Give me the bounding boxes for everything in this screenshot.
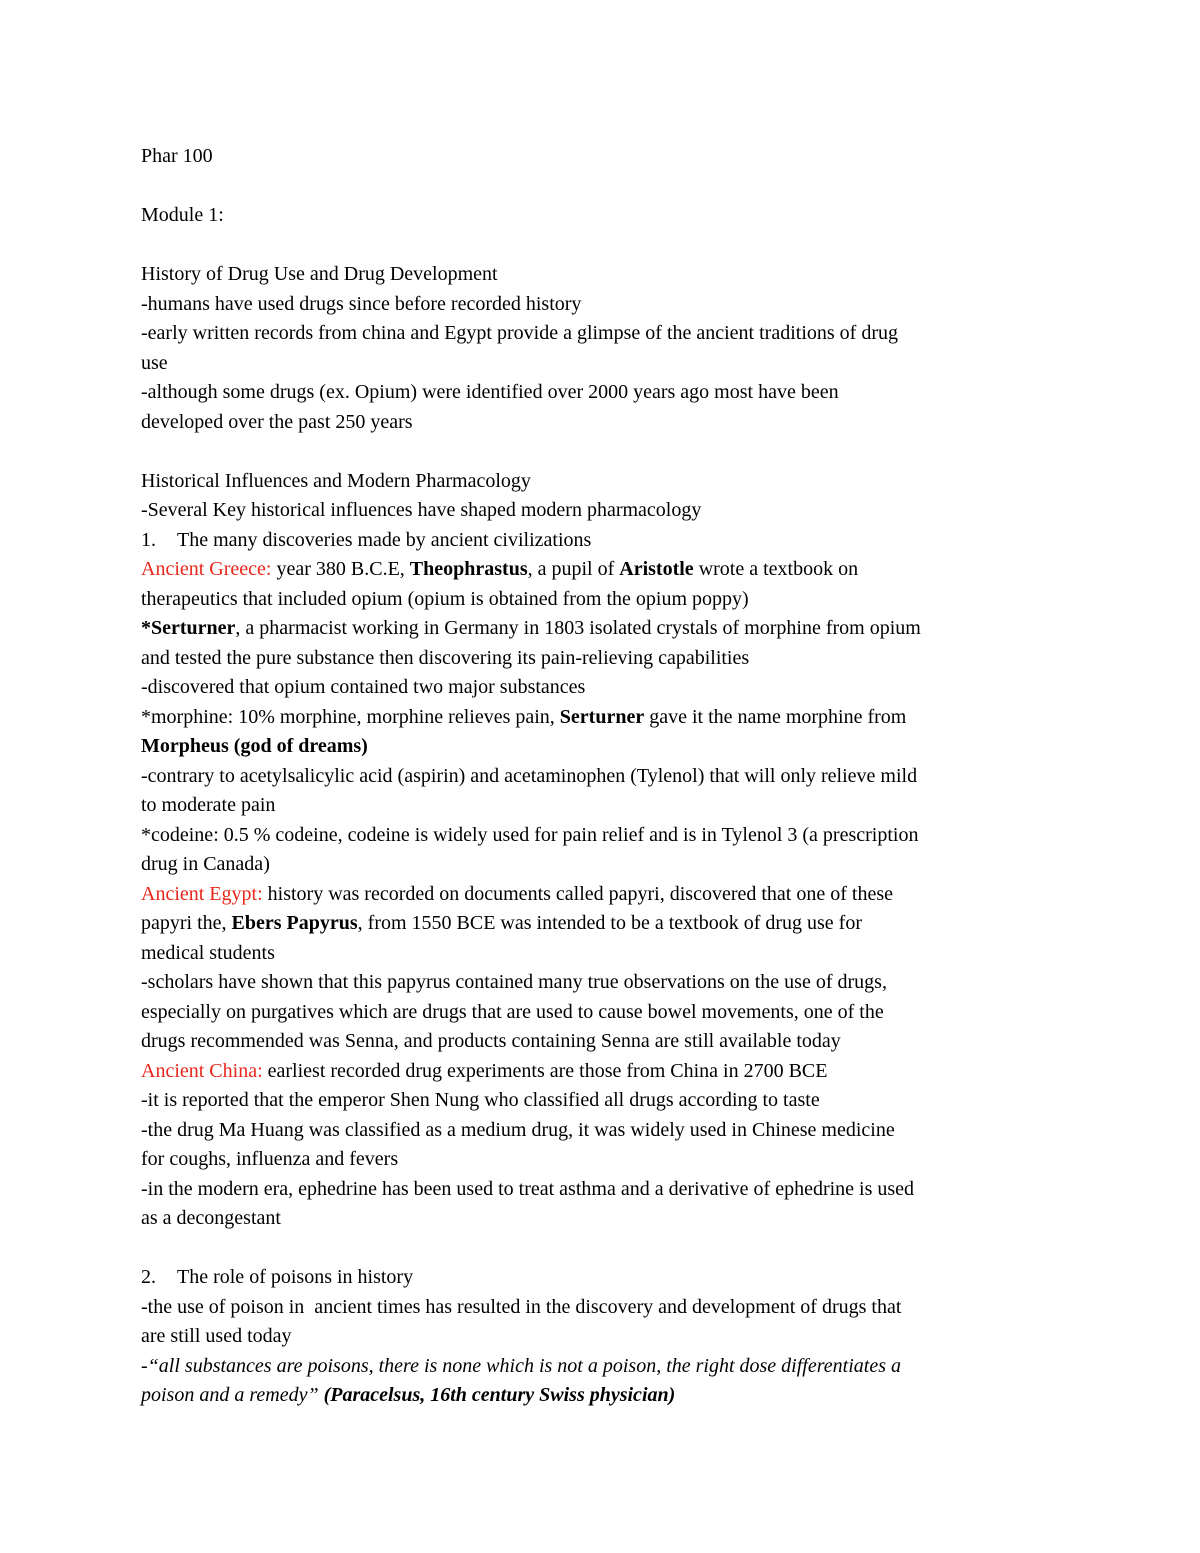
- ancient-china-label: Ancient China:: [141, 1059, 263, 1082]
- ebers-line: [141, 909, 1071, 939]
- text-run: *morphine: 10% morphine, morphine relieves pain,: [141, 705, 560, 728]
- paragraph-line: are still used today: [141, 1325, 292, 1347]
- spacer: [141, 1234, 1071, 1264]
- spacer: [141, 231, 1071, 261]
- text-run: papyri the,: [141, 912, 232, 934]
- text-run: , a pharmacist working in Germany in 1803 isolated crystals of morphine from opium: [235, 617, 921, 639]
- bold-aristotle: Aristotle: [619, 558, 694, 580]
- numbered-item-1: [141, 526, 1071, 556]
- text-run: earliest recorded drug experiments are those from China in 2700 BCE: [262, 1059, 828, 1082]
- ancient-greece-label: Ancient Greece:: [141, 558, 272, 580]
- spacer: [141, 172, 1071, 202]
- greece-line-1: [141, 555, 1071, 585]
- document-page: [141, 142, 1071, 1411]
- paragraph-line: as a decongestant: [141, 1207, 281, 1229]
- text-run: wrote a textbook on: [693, 558, 859, 580]
- text-run: , a pupil of: [527, 558, 620, 580]
- bold-serturner: Serturner: [559, 705, 645, 728]
- paragraph-line: developed over the past 250 years: [141, 410, 413, 433]
- numbered-item-2: [141, 1263, 1071, 1293]
- paragraph-line: especially on purgatives which are drugs that are used to cause bowel movements, one of the: [141, 1000, 884, 1023]
- quote-citation: (Paracelsus, 16th century Swiss physician): [323, 1384, 676, 1406]
- item-text: The many discoveries made by ancient civilizations: [177, 528, 592, 551]
- paragraph-line: -Several Key historical influences have shaped modern pharmacology: [141, 499, 702, 521]
- paragraph-line: -contrary to acetylsalicylic acid (aspirin) and acetaminophen (Tylenol) that will only relieve mild: [141, 764, 918, 787]
- quote-line-2: [141, 1381, 1071, 1411]
- item-number: 2.: [141, 1266, 156, 1288]
- paragraph-line: drug in Canada): [141, 853, 270, 875]
- section-heading-influences: Historical Influences and Modern Pharmacology: [141, 469, 531, 492]
- item-number: 1.: [141, 528, 156, 551]
- paragraph-line: use: [141, 351, 168, 374]
- ancient-egypt-label: Ancient Egypt:: [141, 882, 263, 905]
- serturner-line: [141, 614, 1071, 644]
- paragraph-line: -scholars have shown that this papyrus contained many true observations on the use of drugs,: [141, 971, 887, 993]
- paragraph-line: *codeine: 0.5 % codeine, codeine is widely used for pain relief and is in Tylenol 3 (a prescription: [141, 823, 919, 846]
- text-run: , from 1550 BCE was intended to be a textbook of drug use for: [357, 912, 863, 934]
- text-run: year 380 B.C.E,: [271, 558, 410, 580]
- paragraph-line: to moderate pain: [141, 794, 276, 816]
- paragraph-line: -humans have used drugs since before recorded history: [141, 292, 582, 315]
- morphine-line: [141, 703, 1071, 733]
- text-run: -: [141, 1354, 148, 1377]
- course-title: Phar 100: [141, 145, 213, 167]
- paracelsus-quote: “all substances are poisons, there is none which is not a poison, the right dose differentiates a: [147, 1354, 901, 1377]
- paragraph-line: -the drug Ma Huang was classified as a medium drug, it was widely used in Chinese medicine: [141, 1118, 895, 1141]
- paragraph-line: -it is reported that the emperor Shen Nung who classified all drugs according to taste: [141, 1089, 820, 1111]
- china-line-1: [141, 1057, 1071, 1087]
- paragraph-line: and tested the pure substance then discovering its pain-relieving capabilities: [141, 646, 750, 669]
- spacer: [141, 437, 1071, 467]
- paragraph-line: therapeutics that included opium (opium is obtained from the opium poppy): [141, 587, 749, 610]
- bold-ebers-papyrus: Ebers Papyrus: [231, 912, 358, 934]
- item-text: The role of poisons in history: [177, 1266, 414, 1288]
- bold-morpheus: Morpheus (god of dreams): [141, 735, 368, 757]
- bold-theophrastus: Theophrastus: [409, 558, 528, 580]
- section-heading-history: History of Drug Use and Drug Development: [141, 263, 498, 285]
- quote-line-1: [141, 1352, 1071, 1382]
- paragraph-line: for coughs, influenza and fevers: [141, 1148, 399, 1170]
- paragraph-line: -in the modern era, ephedrine has been used to treat asthma and a derivative of ephedrine is used: [141, 1177, 915, 1200]
- egypt-line-1: [141, 880, 1071, 910]
- text-run: gave it the name morphine from: [644, 705, 907, 728]
- paragraph-line: -discovered that opium contained two major substances: [141, 676, 586, 698]
- bold-serturner: *Serturner: [141, 617, 236, 639]
- paragraph-line: drugs recommended was Senna, and products containing Senna are still available today: [141, 1030, 841, 1052]
- text-run: history was recorded on documents called papyri, discovered that one of these: [262, 882, 893, 905]
- paragraph-line: -although some drugs (ex. Opium) were identified over 2000 years ago most have been: [141, 381, 839, 403]
- module-title: Module 1:: [141, 204, 224, 226]
- paracelsus-quote: poison and a remedy”: [141, 1384, 324, 1406]
- paragraph-line: -early written records from china and Egypt provide a glimpse of the ancient traditions of drug: [141, 322, 898, 344]
- paragraph-line: medical students: [141, 941, 275, 964]
- paragraph-line: -the use of poison in ancient times has resulted in the discovery and development of drugs that: [141, 1295, 902, 1318]
